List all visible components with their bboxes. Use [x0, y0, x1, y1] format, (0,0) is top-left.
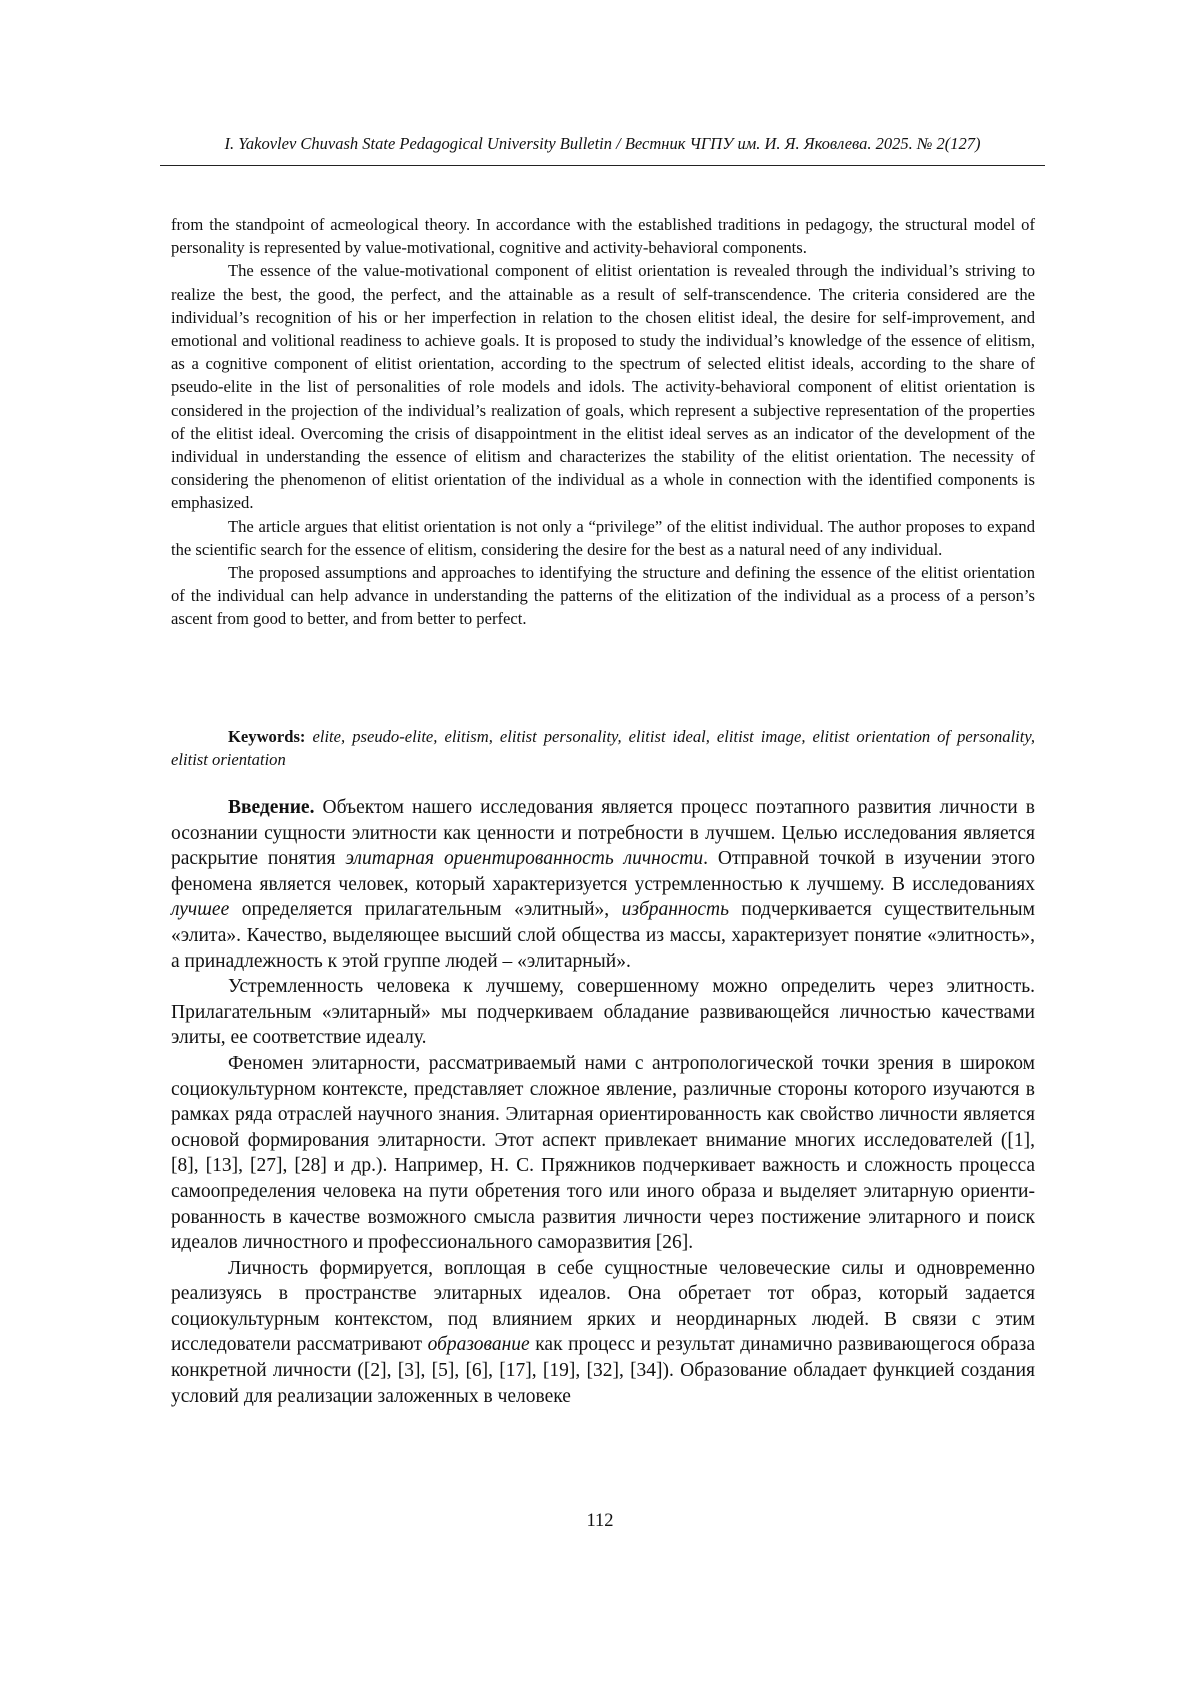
body-text: определяется прилагательным «элитный»,: [229, 899, 622, 921]
body-emphasis: элитарная ориентированность личности: [345, 848, 704, 870]
keywords-list: elite, pseudo-elite, elitism, elitist personality, elitist ideal, elitist image, elitist orientation of personality, elitist orientation: [171, 727, 1036, 770]
body-text: Объектом нашего исследования является процесс поэтапного развития личности в осознании сущности элитности как ценности и потребности в лучшем. Целью исследования является раскрытие понятия: [171, 797, 1035, 870]
body-text: подчеркивается существительным «элита». Качество, выделяющее высший слой общества из массы, характеризует понятие «элитность», а принадлежность к этой группе людей – «элитарный».: [171, 899, 1035, 972]
abstract-paragraph-1: from the standpoint of acmeological theory. In accordance with the established traditions in pedagogy, the structural model of personality is represented by value-motivational, cognitive and activity-behavioral components.: [171, 215, 1035, 258]
keywords-label: Keywords:: [228, 727, 306, 746]
section-heading-introduction: Введение.: [228, 797, 315, 818]
body-paragraph-4: [171, 1256, 1035, 1410]
page-number: 112: [586, 1511, 614, 1531]
body-emphasis: избранность: [621, 899, 729, 921]
keywords: [171, 725, 1035, 771]
abstract-paragraph-2: The essence of the value-motivational component of elitist orientation is revealed through the individual’s striving to realize the best, the good, the perfect, and the attainable as a result of self-transcendence. The criteria considered are the individual’s recognition of his or her imperfection in relation to the chosen elitist ideal, the desire for self-improvement, and emotional and volitional readiness to achieve goals. It is proposed to study the individual’s knowledge of the essence of elitism, as a cognitive component of elitist orientation, according to the spectrum of selected elitist ideals, according to the share of pseudo-elite in the list of personalities of role models and idols. The activity-behavioral component of elitist orientation is considered in the projection of the individual’s realization of goals, which represent a subjective representation of the properties of the elitist ideal. Overcoming the crisis of disappointment in the elitist ideal serves as an indicator of the development of the individual in understanding the essence of elitism and characterizes the stability of the elitist orientation. The necessity of considering the phenomenon of elitist orientation of the individual as a whole in connection with the identified components is emphasized.: [171, 261, 1035, 513]
body-paragraph-2: Устремленность человека к лучшему, совершенному можно определить через элитность. Прилагательным «элитарный» мы подчеркиваем обладание развивающейся личностью качествами элиты, ее соответствие идеалу.: [171, 976, 1035, 1049]
running-header: I. Yakovlev Chuvash State Pedagogical University Bulletin / Вестник ЧГПУ им. И. Я. Яковлева. 2025. № 2(127): [224, 134, 981, 153]
abstract-paragraph-4: The proposed assumptions and approaches to identifying the structure and defining the essence of the elitist orientation of the individual can help advance in understanding the patterns of the elitization of the individual as a process of a person’s ascent from good to better, and from better to perfect.: [171, 563, 1035, 629]
abstract: [171, 213, 1035, 631]
abstract-paragraph-3: The article argues that elitist orientation is not only a “privilege” of the elitist individual. The author proposes to expand the scientific search for the essence of elitism, considering the desire for the best as a natural need of any individual.: [171, 516, 1035, 559]
body-text: Личность формируется, воплощая в себе сущностные человеческие силы и одновременно реализуясь в пространстве элитарных идеалов. Она обретает тот образ, который задается социокультурным контекстом, под влиянием ярких и неординарных людей. В связи с этим исследователи рассматривают: [171, 1257, 1035, 1356]
header-divider: [160, 165, 1045, 166]
body-emphasis: лучшее: [171, 899, 230, 921]
body-paragraph-introduction: [171, 795, 1035, 974]
body-emphasis: образование: [427, 1334, 530, 1356]
body-text: . Отправной точкой в изучении этого феномена является человек, который характеризуется устремленностью к лучшему. В исследованиях: [171, 848, 1036, 895]
body-text: как процесс и результат динамично развивающегося образа конкретной личности ([2], [3], [5], [6], [17], [19], [32], [34]). Образование обладает функцией создания условий для реализации заложенных в человеке: [171, 1334, 1035, 1407]
article-body: [171, 795, 1035, 1409]
body-paragraph-3: Феномен элитарности, рассматриваемый нами с антропологической точки зрения в широком социокультурном контексте, представляет сложное явление, различные стороны которого изучаются в рамках ряда отраслей научного знания. Элитарная ориентированность как свойство личности является основой формирования элитарности. Этот аспект привлекает внимание многих исследователей ([1], [8], [13], [27], [28] и др.). Например, Н. С. Пряжников подчеркивает важность и сложность процесса самоопределения человека на пути обретения того или иного образа и выделяет элитарную ориентированность в качестве возможного смысла развития личности через постижение элитарного и поиск идеалов личностного и профессионального саморазвития [26].: [171, 1052, 1035, 1254]
